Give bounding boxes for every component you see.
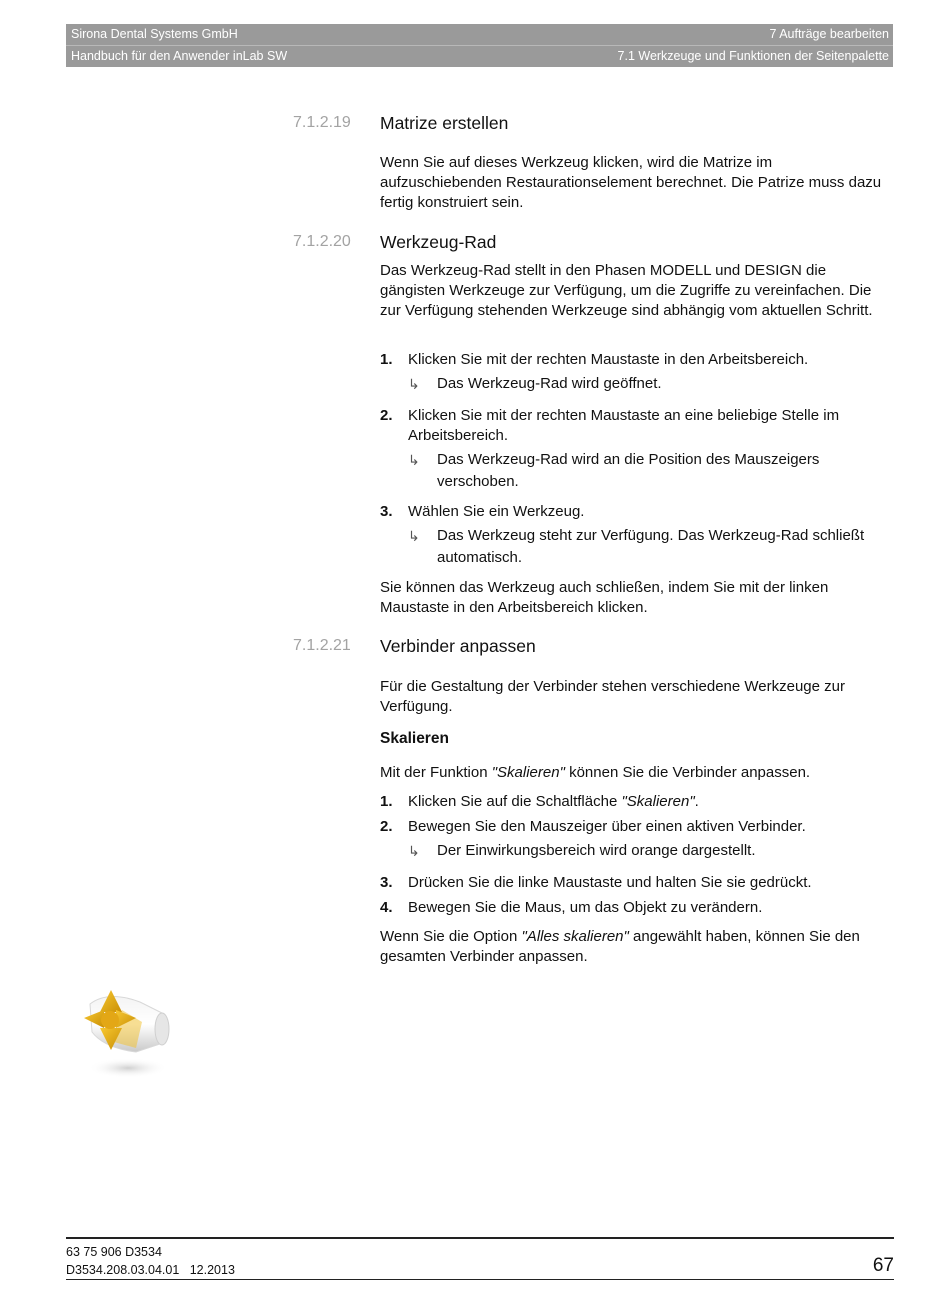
subheading: Skalieren xyxy=(380,730,449,747)
text-fragment: . xyxy=(694,793,699,810)
footer-divider xyxy=(66,1237,894,1239)
result-text: Das Werkzeug-Rad wird an die Position des Mauszeigers verschoben. xyxy=(437,451,820,490)
paragraph: Für die Gestaltung der Verbinder stehen verschiedene Werkzeuge zur Verfügung. xyxy=(380,678,845,715)
function-name: "Skalieren" xyxy=(491,764,565,781)
step-text: Klicken Sie mit der rechten Maustaste an eine beliebige Stelle im Arbeitsbereich. xyxy=(408,407,840,444)
text-fragment: können Sie die Verbinder anpassen. xyxy=(564,764,811,781)
step-number: 1. xyxy=(380,351,393,368)
step-number: 4. xyxy=(380,899,393,916)
footer-docnum: 63 75 906 D3534 xyxy=(66,1245,162,1259)
text-fragment: Klicken Sie auf die Schaltfläche xyxy=(408,793,622,810)
paragraph: Wenn Sie auf dieses Werkzeug klicken, wird die Matrize im aufzuschiebenden Restaurationselement berechnet. Die Patrize muss dazu fertig konstruiert sein. xyxy=(380,154,882,211)
step-number: 1. xyxy=(380,793,393,810)
header-section: 7.1 Werkzeuge und Funktionen der Seitenpalette xyxy=(617,49,889,63)
result-text: Das Werkzeug-Rad wird geöffnet. xyxy=(437,375,662,392)
step-text: Bewegen Sie die Maus, um das Objekt zu verändern. xyxy=(408,899,763,916)
header-chapter: 7 Aufträge bearbeiten xyxy=(769,27,889,41)
step-number: 3. xyxy=(380,503,393,520)
footer-divider xyxy=(66,1279,894,1280)
step-number: 3. xyxy=(380,874,393,891)
step-text: Bewegen Sie den Mauszeiger über einen aktiven Verbinder. xyxy=(408,818,806,835)
section-number: 7.1.2.20 xyxy=(293,233,351,250)
step-number: 2. xyxy=(380,818,393,835)
section-title: Werkzeug-Rad xyxy=(380,232,497,252)
result-text: Das Werkzeug steht zur Verfügung. Das Werkzeug-Rad schließt automatisch. xyxy=(437,527,865,566)
page-header xyxy=(66,24,893,67)
paragraph: Das Werkzeug-Rad stellt in den Phasen MODELL und DESIGN die gängisten Werkzeuge zur Verfügung, um die Zugriffe zu vereinfachen. Die zur Verfügung stehenden Werkzeuge sind abhängig vom aktuellen Schritt. xyxy=(380,262,873,319)
section-title: Verbinder anpassen xyxy=(380,636,536,656)
step-number: 2. xyxy=(380,407,393,424)
result-text: Der Einwirkungsbereich wird orange dargestellt. xyxy=(437,842,756,859)
text-fragment: angewählt haben, können Sie den gesamten Verbinder anpassen. xyxy=(380,928,860,965)
section-number: 7.1.2.21 xyxy=(293,637,351,654)
text-fragment: Mit der Funktion xyxy=(380,764,492,781)
text-fragment: Wenn Sie die Option xyxy=(380,928,522,945)
header-divider xyxy=(66,45,893,46)
step-text: Drücken Sie die linke Maustaste und halten Sie sie gedrückt. xyxy=(408,874,812,891)
result-arrow-icon: ↳ xyxy=(408,452,420,468)
header-company: Sirona Dental Systems GmbH xyxy=(71,27,238,41)
paragraph xyxy=(380,927,895,967)
button-name: "Skalieren" xyxy=(621,793,695,810)
section-title: Matrize erstellen xyxy=(380,113,509,133)
section-number: 7.1.2.19 xyxy=(293,114,351,131)
result-arrow-icon: ↳ xyxy=(408,528,420,544)
footer-docref: D3534.208.03.04.01 12.2013 xyxy=(66,1263,235,1277)
option-name: "Alles skalieren" xyxy=(521,928,629,945)
page-number: 67 xyxy=(872,1255,894,1276)
step-text xyxy=(408,792,895,812)
step-text: Klicken Sie mit der rechten Maustaste in den Arbeitsbereich. xyxy=(408,351,809,368)
result-arrow-icon: ↳ xyxy=(408,376,420,392)
paragraph xyxy=(380,763,895,783)
header-manual: Handbuch für den Anwender inLab SW xyxy=(71,49,288,63)
result-arrow-icon: ↳ xyxy=(408,843,420,859)
scale-connector-icon xyxy=(78,982,174,1082)
paragraph: Sie können das Werkzeug auch schließen, indem Sie mit der linken Maustaste in den Arbeitsbereich klicken. xyxy=(380,579,829,616)
step-text: Wählen Sie ein Werkzeug. xyxy=(408,503,585,520)
